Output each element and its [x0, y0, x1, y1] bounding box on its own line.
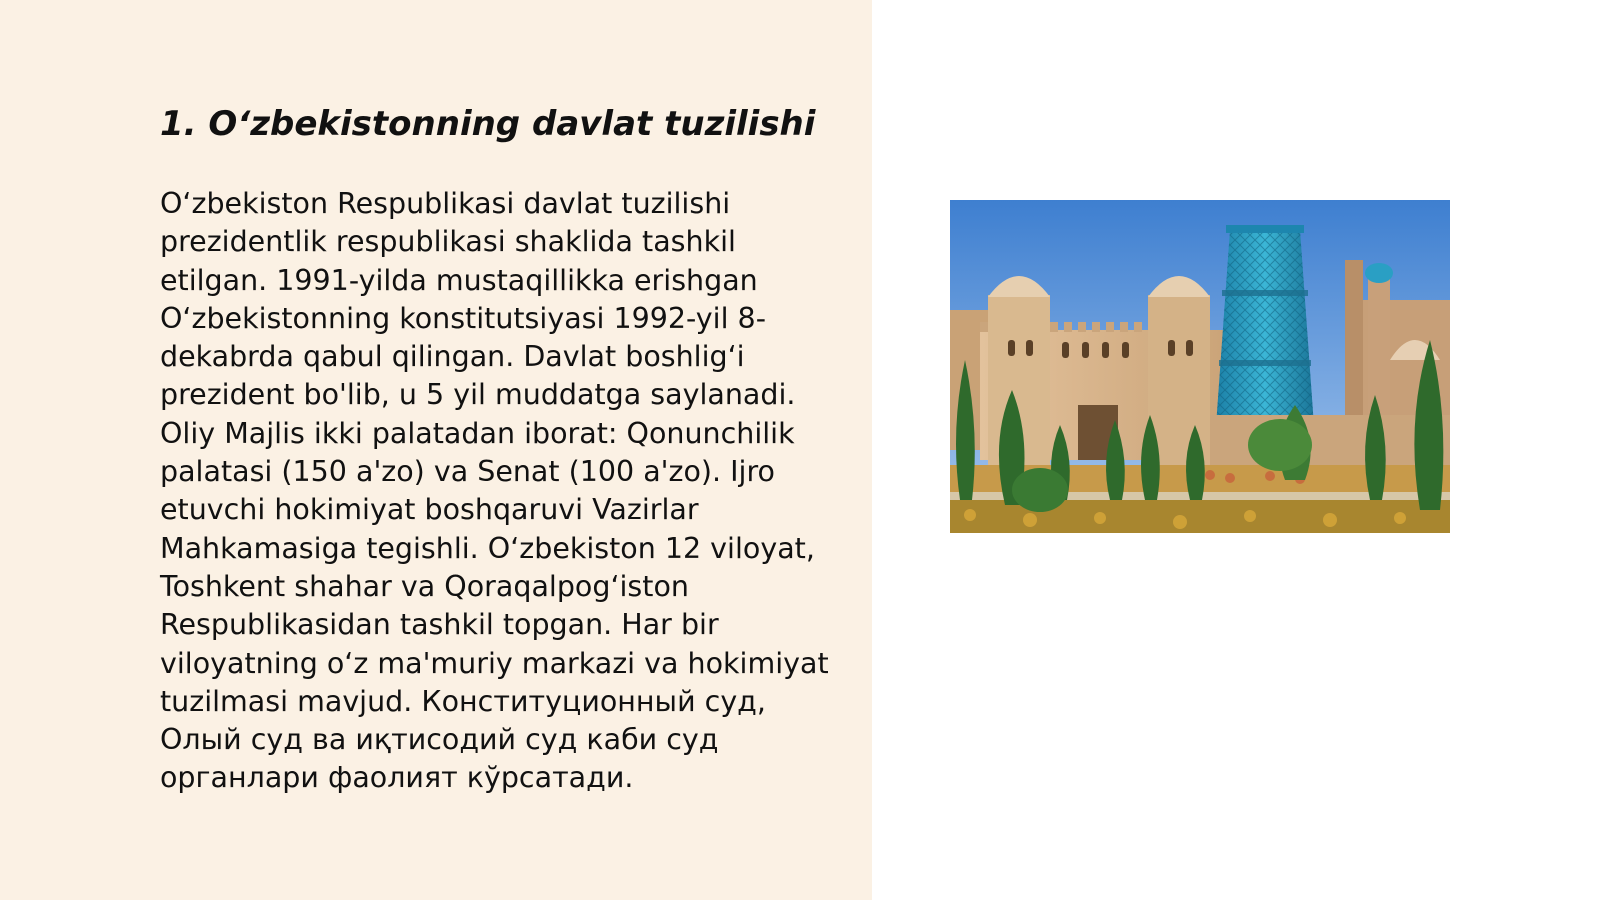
- slide-body-paragraph: O‘zbekiston Respublikasi davlat tuzilishi prezidentlik respublikasi shaklida tashkil etilgan. 1991-yilda mustaqillikka erishgan O‘zbekistonning konstitutsiyasi 1992-yil 8-dekabrda qabul qilingan. Davlat boshlig‘i prezident bo'lib, u 5 yil muddatga saylanadi. Oliy Majlis ikki palatadan iborat: Qonunchilik palatasi (150 a'zo) va Senat (100 a'zo). Ijro etuvchi hokimiyat boshqaruvi Vazirlar Mahkamasiga tegishli. O‘zbekiston 12 viloyat, Toshkent shahar va Qoraqalpog‘iston Respublikasidan tashkil topgan. Har bir viloyatning o‘z ma'muriy markazi va hokimiyat tuzilmasi mavjud. Конституционный суд, Олый суд ва иқтисодий суд каби суд органлари фаолият кўрсатади.: [160, 187, 829, 795]
- slide-title: 1. O‘zbekistonning davlat tuzilishi: [160, 104, 816, 144]
- khiva-illustration: [950, 200, 1450, 533]
- small-minaret: [1345, 260, 1363, 440]
- khiva-photo: [950, 200, 1450, 533]
